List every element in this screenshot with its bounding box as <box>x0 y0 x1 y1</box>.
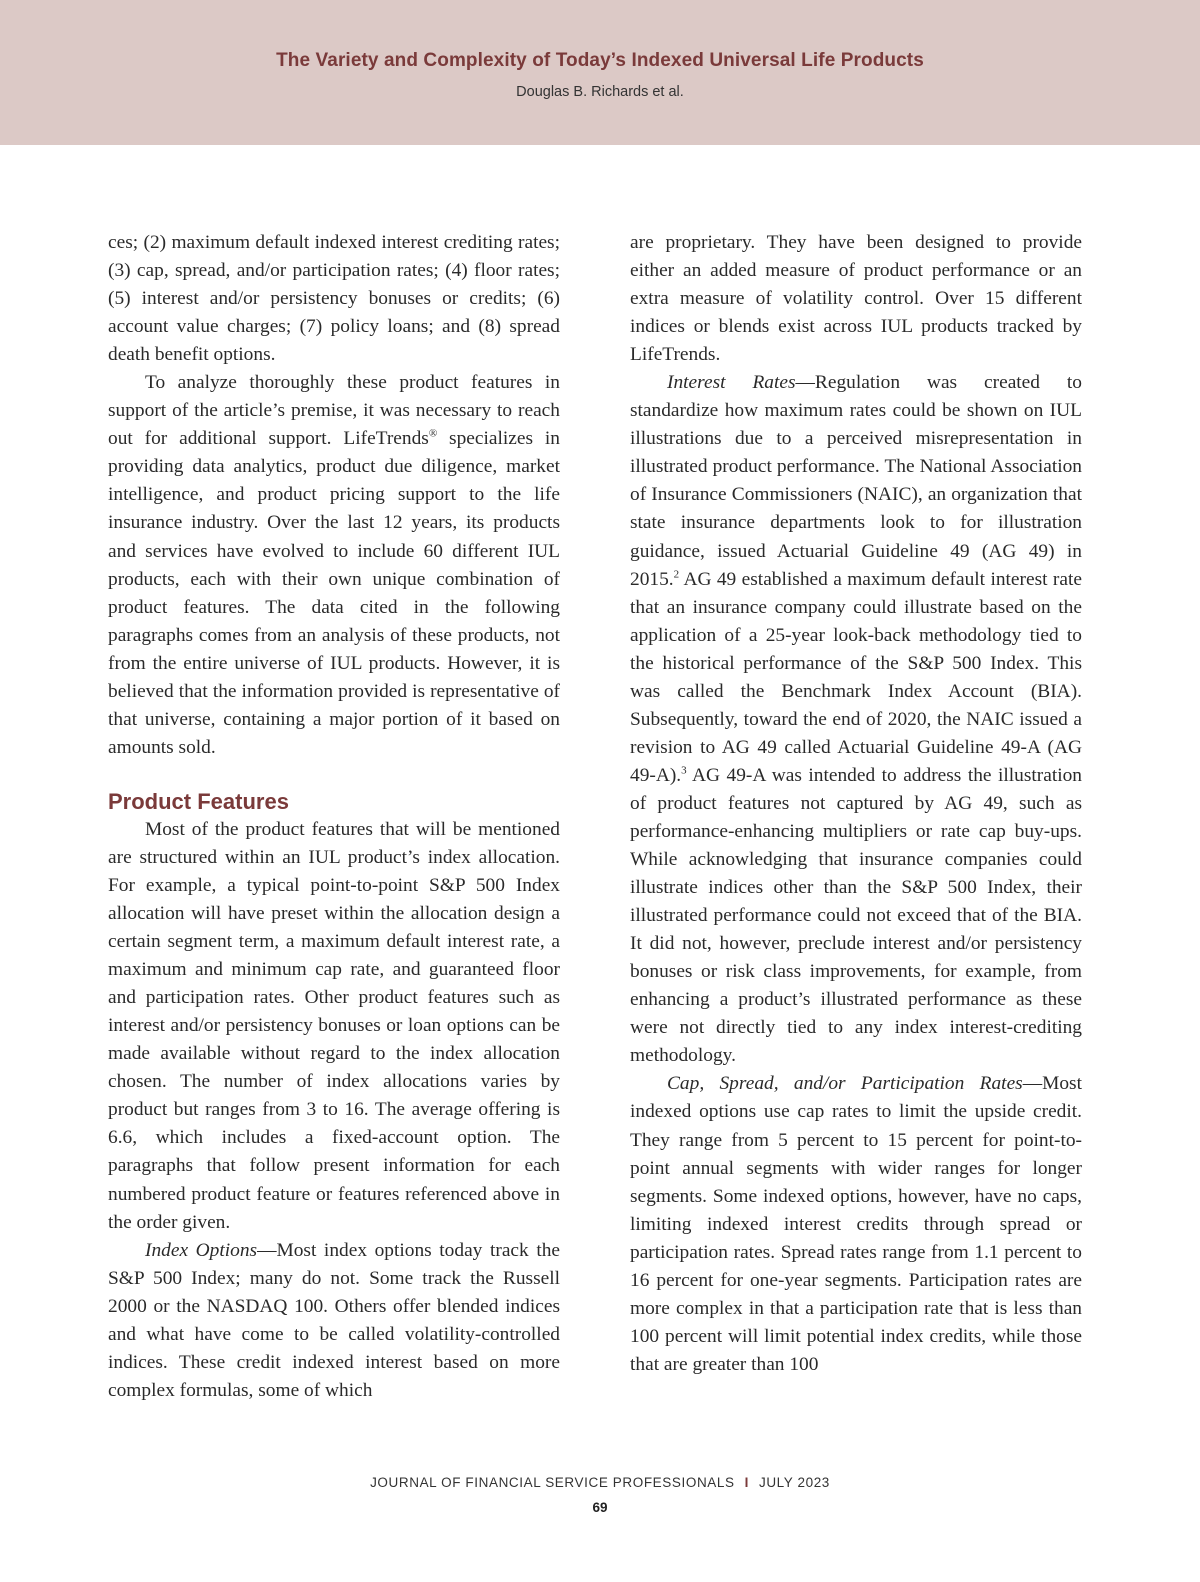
section-heading: Product Features <box>108 788 289 814</box>
paragraph <box>108 1237 560 1405</box>
registered-mark: ® <box>428 427 438 440</box>
header-band <box>0 0 1200 145</box>
paragraph-text: —Regulation was created to standardize how maximum rates could be shown on IUL illustrations due to a perceived misrepresentation in illustrated product performance. The National Association of Insurance Commissioners (NAIC), an organization that state insurance departments look to for illustration guidance, issued Actuarial Guideline 49 (AG 49) in 2015. <box>630 372 1082 590</box>
issue-date: JULY 2023 <box>758 1475 830 1490</box>
paragraph-text: specializes in providing data analytics, product due diligence, market intelligence, and product pricing support to the life insurance industry. Over the last 12 years, its products and services have evolved to include 60 different IUL products, each with their own unique combination of product features. The data cited in the following paragraphs comes from an analysis of these products, not from the entire universe of IUL products. However, it is believed that the information provided is representative of that universe, containing a major portion of it based on amounts sold. <box>108 428 560 758</box>
run-in-heading: Interest Rates <box>667 372 796 394</box>
paragraph <box>630 1070 1082 1379</box>
left-column <box>108 229 560 1405</box>
footnote-ref: 2 <box>673 568 680 581</box>
running-header-authors: Douglas B. Richards et al. <box>516 84 684 100</box>
footer-separator: I <box>744 1475 749 1490</box>
paragraph-text: AG 49 established a maximum default interest rate that an insurance company could illustrate based on the application of a 25-year look-back methodology tied to the historical performance of the S&P 500 Index. This was called the Benchmark Index Account (BIA). Subsequently, toward the end of 2020, the NAIC issued a revision to AG 49 called Actuarial Guideline 49-A (AG 49-A). <box>630 568 1082 786</box>
run-in-heading: Cap, Spread, and/or Participation Rates <box>667 1073 1023 1095</box>
paragraph <box>108 369 560 762</box>
paragraph-text: —Most index options today track the S&P 500 Index; many do not. Some track the Russell 2000 or the NASDAQ 100. Others offer blended indices and what have come to be called volatility-controlled indices. These credit indexed interest based on more complex formulas, some of which <box>108 1239 561 1401</box>
page-number: 69 <box>592 1500 608 1515</box>
section-gap <box>108 762 560 788</box>
paragraph: Most of the product features that will be mentioned are structured within an IUL product’s index allocation. For example, a typical point-to-point S&P 500 Index allocation will have preset within the allocation design a certain segment term, a maximum default interest rate, a maximum and minimum cap rate, and guaranteed floor and participation rates. Other product features such as interest and/or persistency bonuses or loan options can be made available without regard to the index allocation chosen. The number of index allocations varies by product but ranges from 3 to 16. The average offering is 6.6, which includes a fixed-account option. The paragraphs that follow present information for each numbered product feature or features referenced above in the order given. <box>108 818 560 1233</box>
paragraph: are proprietary. They have been designed to provide either an added measure of product performance or an extra measure of volatility control. Over 15 different indices or blends exist across IUL products tracked by LifeTrends. <box>630 232 1082 366</box>
paragraph-text: AG 49-A was intended to address the illustration of product features not captured by AG 49, such as performance-enhancing multipliers or rate cap buy-ups. While acknowledging that insurance companies could illustrate indices other than the S&P 500 Index, their illustrated performance could not exceed that of the BIA. It did not, however, preclude interest and/or persistency bonuses or risk class improvements, for example, from enhancing a product’s illustrated performance as these were not directly tied to any index interest-crediting methodology. <box>630 764 1082 1067</box>
paragraph: ces; (2) maximum default indexed interest crediting rates; (3) cap, spread, and/or participation rates; (4) floor rates; (5) interest and/or persistency bonuses or credits; (6) account value charges; (7) policy loans; and (8) spread death benefit options. <box>108 232 560 366</box>
footnote-ref: 3 <box>681 764 687 777</box>
running-header-title: The Variety and Complexity of Today’s Indexed Universal Life Products <box>276 50 924 71</box>
paragraph <box>630 369 1082 1070</box>
run-in-heading: Index Options <box>145 1239 258 1261</box>
right-column <box>630 229 1082 1379</box>
paragraph-text: —Most indexed options use cap rates to limit the upside credit. They range from 5 percent to 15 percent for point-to-point annual segments with wider ranges for longer segments. Some indexed options, however, have no caps, limiting indexed interest credits through spread or participation rates. Spread rates range from 1.1 percent to 16 percent for one-year segments. Participation rates are more complex in that a participation rate that is less than 100 percent will limit potential index credits, while those that are greater than 100 <box>630 1073 1082 1375</box>
footer <box>0 1475 1200 1490</box>
journal-name: JOURNAL OF FINANCIAL SERVICE PROFESSIONALS <box>370 1475 735 1490</box>
paragraph-text: To analyze thoroughly these product features in support of the article’s premise, it was necessary to reach out for additional support. LifeTrends <box>108 372 560 450</box>
